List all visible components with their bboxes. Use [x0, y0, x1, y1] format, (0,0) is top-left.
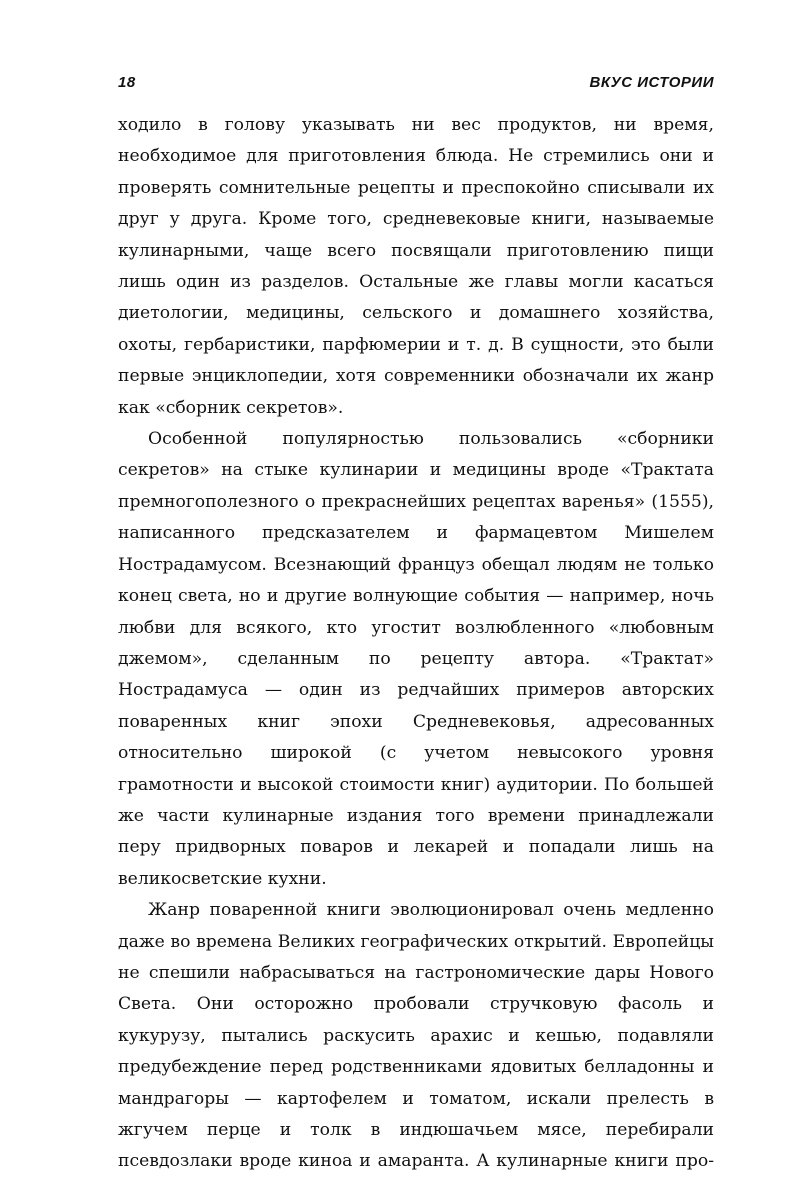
paragraph-continued: ходило в голову указывать ни вес продуктов, ни время, необходимое для приготовления блюда. Не стремились они и проверять сомнительные рецепты и преспокойно списывали их друг у друга. Кроме того, средневековые книги, называемые кулинарными, чаще всего посвящали приготовлению пищи лишь один из разделов. Остальные же главы могли касаться диетологии, медицины, сельского и домашнего хозяйства, охоты, гербаристики, парфюмерии и т. д. В сущности, это были первые энциклопедии, хотя современники обозначали их жанр как «сборник секретов». [118, 115, 714, 418]
page-header [118, 70, 714, 100]
paragraph: Жанр поваренной книги эволюционировал очень медленно даже во времена Великих географических открытий. Европейцы не спешили набрасываться на гастрономические дары Нового Света. Они осторожно пробовали стручковую фасоль и кукурузу, пытались раскусить арахис и кешью, подавляли предубеждение перед родственниками ядовитых белладонны и мандрагоры — картофелем и томатом, искали прелесть в жгучем перце и толк в индюшачьем мясе, перебирали псевдозлаки вроде киноа и амаранта. А кулинарные книги про- [118, 900, 714, 1172]
paragraph: Особенной популярностью пользовались «сборники секретов» на стыке кулинарии и медицины вроде «Трактата премногополезного о прекраснейших рецептах варенья» (1555), написанного предсказателем и фармацевтом Мишелем Нострадамусом. Всезнающий француз обещал людям не только конец света, но и другие волнующие события — например, ночь любви для всякого, кто угостит возлюбленного «любовным джемом», сделанным по рецепту автора. «Трактат» Нострадамуса — один из редчайших примеров авторских поваренных книг эпохи Средневековья, адресованных относительно широкой (с учетом невысокого уровня грамотности и высокой стоимости книг) аудитории. По большей же части кулинарные издания того времени принадлежали перу придворных поваров и лекарей и попадали лишь на великосветские кухни. [118, 429, 714, 889]
body-text [118, 110, 714, 1178]
page-number: 18 [118, 74, 136, 91]
running-title: ВКУС ИСТОРИИ [589, 74, 714, 91]
book-page [118, 70, 714, 1172]
